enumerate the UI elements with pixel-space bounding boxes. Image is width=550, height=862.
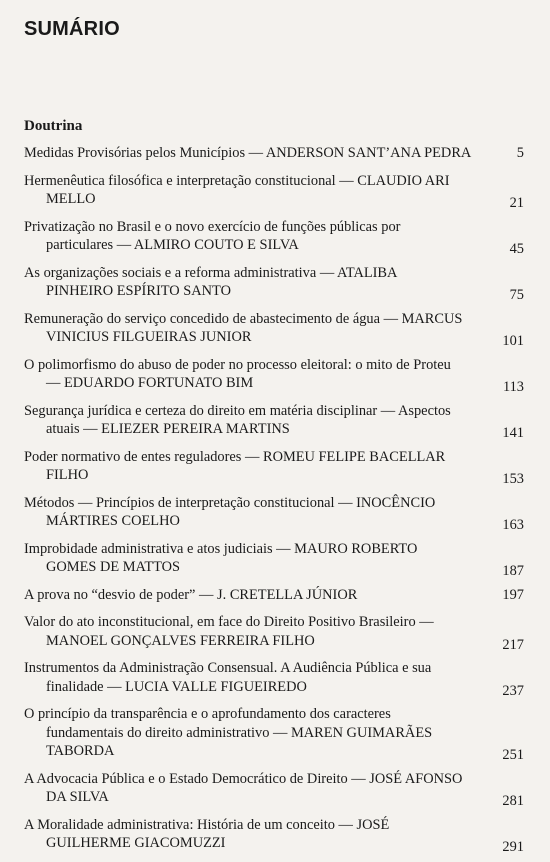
- toc-entry-title-line: Segurança jurídica e certeza do direito em matéria disciplinar — Aspectos: [24, 402, 451, 419]
- toc-entry-title-line: MELLO: [46, 191, 96, 207]
- toc-entry-title-line: A prova no “desvio de poder” — J. CRETELLA JÚNIOR: [24, 586, 358, 603]
- toc-entry-title-line: Instrumentos da Administração Consensual. A Audiência Pública e sua: [24, 660, 432, 676]
- toc-entry: [24, 816, 524, 853]
- toc-entry-title-line: Remuneração do serviço concedido de abastecimento de água — MARCUS: [24, 310, 463, 327]
- toc-entry-page-number: 281: [502, 793, 524, 809]
- toc-entry-title-line: Privatização no Brasil e o novo exercício de funções públicas por: [24, 218, 401, 235]
- toc-entry-title-line: Hermenêutica filosófica e interpretação constitucional — CLAUDIO ARI: [24, 172, 450, 189]
- toc-entry: [24, 705, 524, 761]
- toc-entry-title-line: — EDUARDO FORTUNATO BIM: [46, 375, 254, 391]
- toc-entry-title-line: As organizações sociais e a reforma administrativa — ATALIBA: [24, 264, 398, 281]
- toc-entry-page-number: 291: [502, 839, 524, 855]
- toc-entry-title-line: O polimorfismo do abuso de poder no processo eleitoral: o mito de Proteu: [24, 356, 451, 373]
- toc-entry-title-line: TABORDA: [46, 743, 115, 759]
- toc-entry-page-number: 113: [502, 379, 524, 395]
- toc-entry-page-number: 153: [502, 471, 524, 487]
- toc-entry: [24, 264, 524, 301]
- toc-entry-page-number: 163: [502, 517, 524, 533]
- toc-entry-page-number: 217: [502, 636, 524, 653]
- toc-entry-title-line: finalidade — LUCIA VALLE FIGUEIREDO: [46, 678, 307, 695]
- toc-entry-page-number: 197: [502, 586, 524, 603]
- toc-entry-title-line: PINHEIRO ESPÍRITO SANTO: [46, 283, 231, 299]
- toc-entry: [24, 494, 524, 531]
- toc-entry-title-line: MÁRTIRES COELHO: [46, 513, 180, 529]
- toc-entry-page-number: 187: [502, 563, 524, 579]
- toc-entry: [24, 448, 524, 485]
- toc-entry: [24, 172, 524, 209]
- toc-entry-page-number: 21: [509, 195, 524, 211]
- toc-entry-title-line: VINICIUS FILGUEIRAS JUNIOR: [46, 329, 252, 345]
- toc-entry-page-number: 5: [516, 145, 524, 161]
- toc-entry-title-line: fundamentais do direito administrativo — MAREN GUIMARÃES: [46, 724, 433, 741]
- toc-entry-page-number: 141: [502, 425, 524, 441]
- toc-entry: [24, 613, 524, 653]
- toc-entry-title-line: atuais — ELIEZER PEREIRA MARTINS: [46, 421, 290, 437]
- table-of-contents: [24, 144, 524, 862]
- section-title: Doutrina: [24, 118, 83, 134]
- toc-entry-title-line: Poder normativo de entes reguladores — ROMEU FELIPE BACELLAR: [24, 448, 446, 465]
- toc-entry: [24, 659, 524, 699]
- toc-entry: [24, 586, 524, 605]
- toc-entry-page-number: 45: [509, 241, 524, 257]
- toc-entry-title-line: A Moralidade administrativa: História de um conceito — JOSÉ: [24, 816, 390, 833]
- toc-entry-title-line: A Advocacia Pública e o Estado Democrático de Direito — JOSÉ AFONSO: [24, 770, 463, 787]
- toc-entry-page-number: 251: [502, 747, 524, 763]
- toc-entry-title-line: Valor do ato inconstitucional, em face do Direito Positivo Brasileiro —: [24, 614, 434, 630]
- toc-entry-title-line: Medidas Provisórias pelos Municípios — ANDERSON SANT’ANA PEDRA: [24, 145, 472, 161]
- toc-entry-title-line: DA SILVA: [46, 789, 109, 805]
- toc-entry-page-number: 237: [502, 682, 524, 699]
- toc-entry: [24, 218, 524, 255]
- toc-entry-page-number: 101: [502, 333, 524, 349]
- toc-entry-page-number: 75: [509, 287, 524, 303]
- toc-entry-title-line: Improbidade administrativa e atos judiciais — MAURO ROBERTO: [24, 540, 418, 557]
- toc-entry-title-line: MANOEL GONÇALVES FERREIRA FILHO: [46, 632, 315, 649]
- toc-entry-title-line: GOMES DE MATTOS: [46, 559, 181, 575]
- toc-entry-title-line: GUILHERME GIACOMUZZI: [46, 835, 226, 851]
- toc-entry: [24, 144, 524, 163]
- page-title: SUMÁRIO: [24, 18, 120, 40]
- toc-entry: [24, 402, 524, 439]
- toc-entry: [24, 310, 524, 347]
- toc-entry-title-line: FILHO: [46, 467, 89, 483]
- toc-entry-title-line: Métodos — Princípios de interpretação constitucional — INOCÊNCIO: [24, 494, 436, 511]
- toc-entry: [24, 770, 524, 807]
- toc-entry-title-line: O princípio da transparência e o aprofundamento dos caracteres: [24, 706, 391, 722]
- toc-entry: [24, 356, 524, 393]
- toc-entry-title-line: particulares — ALMIRO COUTO E SILVA: [46, 237, 299, 253]
- toc-entry: [24, 540, 524, 577]
